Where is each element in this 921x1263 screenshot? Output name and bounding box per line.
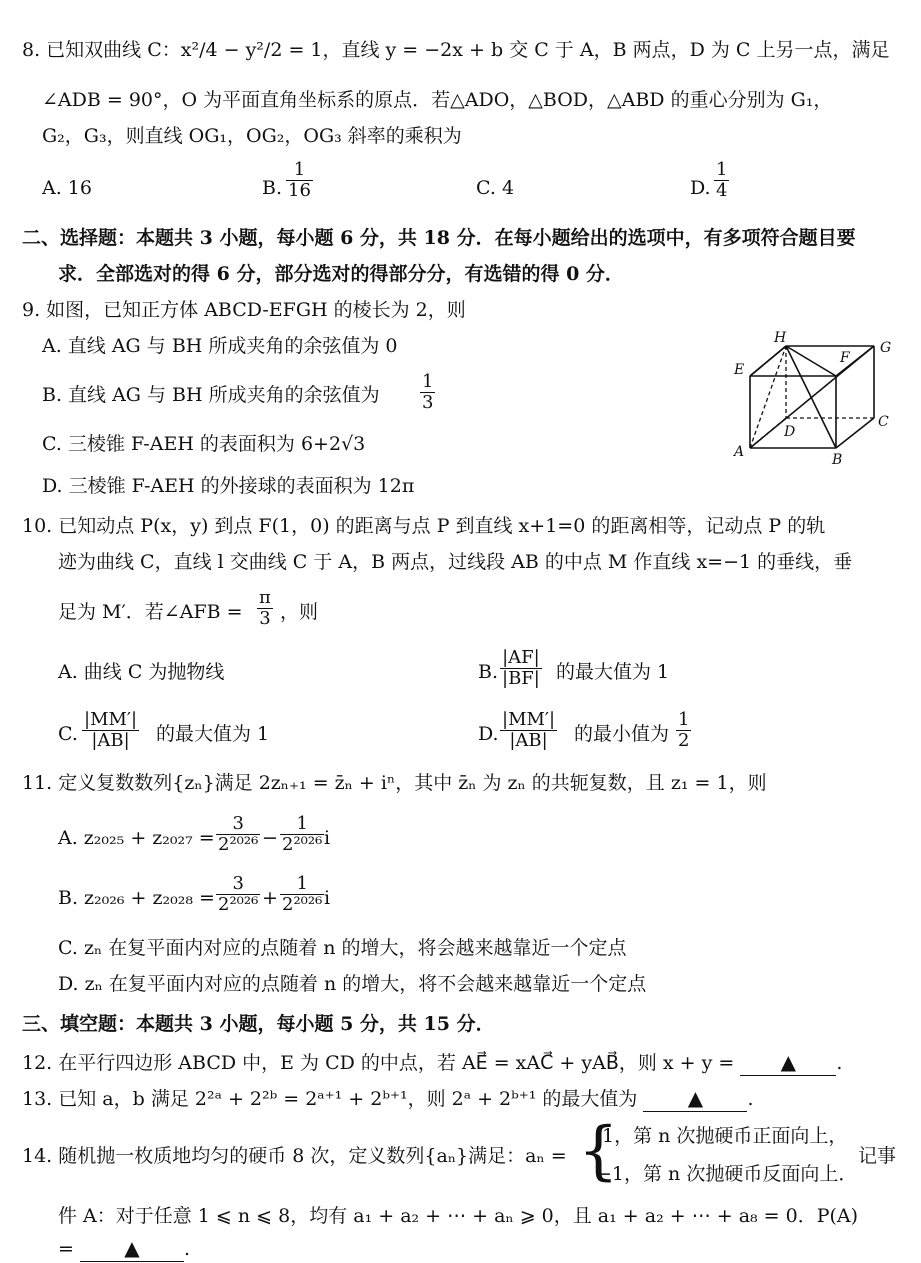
- triangle-marker-icon: ▲: [124, 1236, 140, 1260]
- q14-equals: =: [58, 1238, 74, 1260]
- q10-option-d-label: D.: [478, 723, 499, 745]
- vertex-C: C: [878, 414, 889, 430]
- q9-option-c: C. 三棱锥 F-AEH 的表面积为 6+2√3: [42, 433, 366, 455]
- q8-option-b-fraction: $\frac{1}{16}$: [288, 159, 311, 201]
- q11-option-b-frac2: $\frac{1}{\text{2²⁰²⁶}}$: [282, 873, 323, 915]
- q8-option-d-fraction: $\frac{1}{4}$: [716, 159, 728, 201]
- vertex-D: D: [784, 424, 796, 440]
- q8-option-c: C. 4: [476, 177, 515, 199]
- q11-option-a-i: i: [324, 827, 331, 849]
- q14-answer-blank[interactable]: [80, 1236, 184, 1262]
- q8-line1: 8. 已知双曲线 C：x²/4 − y²/2 = 1，直线 y = −2x + b 交 C 于 A，B 两点，D 为 C 上另一点，满足: [22, 39, 890, 61]
- section3-heading: 三、填空题：本题共 3 小题，每小题 5 分，共 15 分．: [22, 1013, 495, 1035]
- q13-answer-blank[interactable]: [643, 1086, 747, 1112]
- q12-line: [22, 1050, 842, 1076]
- q11-option-d: D. zₙ 在复平面内对应的点随着 n 的增大，将不会越来越靠近一个定点: [58, 973, 647, 995]
- q11-option-a-frac1: $\frac{3}{\text{2²⁰²⁶}}$: [218, 813, 259, 855]
- q10-option-d-text: 的最小值为: [574, 723, 670, 745]
- vertex-B: B: [832, 452, 843, 466]
- q10-option-b-fraction: $\frac{|AF|}{|BF|}$: [502, 647, 540, 689]
- q10-option-b-label: B.: [478, 661, 499, 683]
- q14-line2: 件 A：对于任意 1 ⩽ n ⩽ 8，均有 a₁ + a₂ + ⋯ + aₙ ⩾ 0，且 a₁ + a₂ + ⋯ + a₈ = 0．P(A): [58, 1205, 859, 1227]
- q11-option-b-frac1: $\frac{3}{\text{2²⁰²⁶}}$: [218, 873, 259, 915]
- q13-end: .: [747, 1088, 754, 1110]
- q11-option-a-lhs: A. z₂₀₂₅ + z₂₀₂₇ =: [58, 827, 215, 849]
- q9-option-b: B. 直线 AG 与 BH 所成夹角的余弦值为: [42, 384, 380, 406]
- q9-option-a: A. 直线 AG 与 BH 所成夹角的余弦值为 0: [42, 335, 398, 357]
- q14-line3: [58, 1236, 190, 1262]
- q9-option-d: D. 三棱锥 F-AEH 的外接球的表面积为 12π: [42, 475, 415, 497]
- triangle-marker-icon: ▲: [687, 1086, 704, 1110]
- q10-option-a: A. 曲线 C 为抛物线: [58, 661, 225, 683]
- q10-option-c-fraction: $\frac{|MM'|}{|AB|}$: [84, 709, 138, 751]
- q14-end: .: [183, 1238, 191, 1260]
- q10-option-c-text: 的最大值为 1: [156, 723, 270, 745]
- q10-option-d-value: $\frac{1}{2}$: [678, 709, 690, 751]
- q8-option-b-label: B.: [262, 177, 283, 199]
- q11-option-a-frac2: $\frac{1}{\text{2²⁰²⁶}}$: [282, 813, 323, 855]
- q10-line3-end: ，则: [280, 601, 319, 623]
- q11-stem: 11. 定义复数数列{zₙ}满足 2zₙ₊₁ = z̄ₙ + iⁿ，其中 z̄ₙ 为 zₙ 的共轭复数，且 z₁ = 1，则: [22, 772, 767, 794]
- q10-line3: 足为 M′．若∠AFB =: [58, 601, 243, 623]
- q10-option-b-text: 的最大值为 1: [556, 661, 670, 683]
- section2-instructions: 求．全部选对的得 6 分，部分选对的得部分分，有选错的得 0 分．: [58, 263, 624, 285]
- vertex-A: A: [734, 444, 745, 460]
- q8-option-d-label: D.: [690, 177, 711, 199]
- vertex-G: G: [880, 340, 892, 356]
- q10-line1: 10. 已知动点 P(x，y) 到点 F(1，0) 的距离与点 P 到直线 x+1=0 的距离相等，记动点 P 的轨: [22, 515, 826, 537]
- q14-brace: {: [578, 1114, 619, 1188]
- q10-line2: 迹为曲线 C，直线 l 交曲线 C 于 A，B 两点，过线段 AB 的中点 M 作直线 x=−1 的垂线，垂: [58, 551, 853, 573]
- q8-option-a: A. 16: [42, 177, 92, 199]
- q11-option-b-lhs: B. z₂₀₂₆ + z₂₀₂₈ =: [58, 887, 215, 909]
- q14-case2: −1，第 n 次抛硬币反面向上．: [596, 1163, 858, 1185]
- vertex-E: E: [734, 362, 745, 378]
- q14-line1-end: 记事: [858, 1145, 897, 1167]
- q13-text: 13. 已知 a，b 满足 2²ᵃ + 2²ᵇ = 2ᵃ⁺¹ + 2ᵇ⁺¹，则 2ᵃ + 2ᵇ⁺¹ 的最大值为: [22, 1088, 638, 1110]
- q10-option-c-label: C.: [58, 723, 78, 745]
- cube-figure: [728, 326, 900, 466]
- q12-text: 12. 在平行四边形 ABCD 中，E 为 CD 的中点，若 AE⃗ = xAC⃗ + yAB⃗，则 x + y =: [22, 1052, 735, 1074]
- q14-case1: 1，第 n 次抛硬币正面向上，: [602, 1125, 848, 1147]
- triangle-marker-icon: ▲: [780, 1050, 797, 1074]
- q11-option-b-i: i: [324, 887, 331, 909]
- q10-option-d-fraction: $\frac{|MM'|}{|AB|}$: [502, 709, 556, 751]
- q10-angle-fraction: $\frac{\pi}{3}$: [259, 587, 271, 629]
- q8-line3: G₂，G₃，则直线 OG₁，OG₂，OG₃ 斜率的乘积为: [42, 125, 462, 147]
- q12-answer-blank[interactable]: [740, 1050, 836, 1076]
- section2-heading: 二、选择题：本题共 3 小题，每小题 6 分，共 18 分．在每小题给出的选项中，有多项符合题目要: [22, 227, 856, 249]
- q11-option-a-op: −: [262, 827, 278, 849]
- q8-line2: ∠ADB = 90°，O 为平面直角坐标系的原点．若△ADO，△BOD，△ABD 的重心分别为 G₁，: [42, 89, 833, 111]
- q9-stem: 9. 如图，已知正方体 ABCD-EFGH 的棱长为 2，则: [22, 299, 466, 321]
- q9-option-b-fraction: $\frac{1}{3}$: [422, 371, 434, 413]
- vertex-H: H: [774, 330, 787, 346]
- q14-line1: 14. 随机抛一枚质地均匀的硬币 8 次，定义数列{aₙ}满足：aₙ =: [22, 1145, 567, 1167]
- q13-line: [22, 1086, 754, 1112]
- vertex-F: F: [840, 350, 850, 366]
- q11-option-b-op: +: [262, 887, 278, 909]
- q11-option-c: C. zₙ 在复平面内对应的点随着 n 的增大，将会越来越靠近一个定点: [58, 937, 627, 959]
- q12-end: .: [836, 1052, 843, 1074]
